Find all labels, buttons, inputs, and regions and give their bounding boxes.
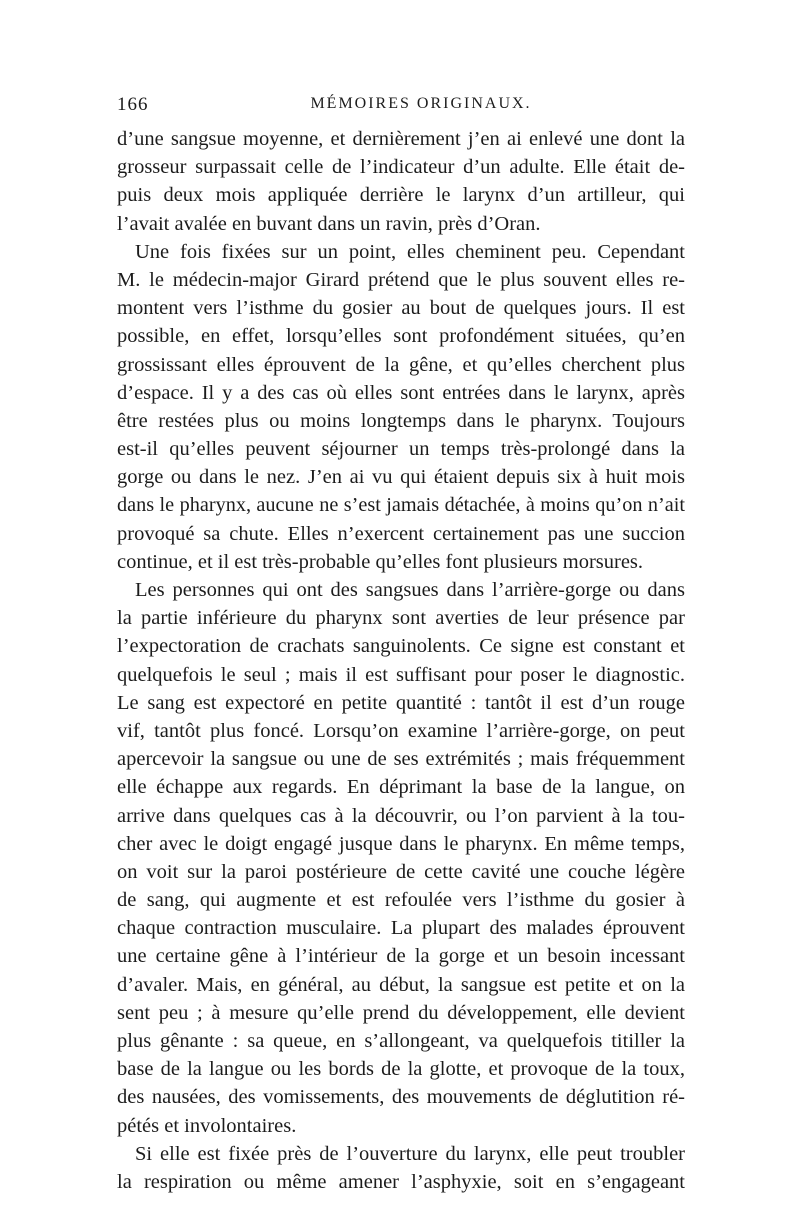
text-line: continue, et il est très-probable qu’elles font plusieurs morsures. — [117, 550, 644, 573]
text-line: Si elle est fixée près de l’ouverture du larynx, elle peut troubler — [135, 1142, 685, 1165]
text-line: est-il qu’elles peuvent séjourner un temps très-prolongé dans la — [117, 438, 685, 461]
text-line: Le sang est expectoré en petite quantité : tantôt il est d’un rouge — [117, 691, 685, 714]
text-line: montent vers l’isthme du gosier au bout de quelques jours. Il est — [117, 297, 685, 320]
text-line: quelquefois le seul ; mais il est suffisant pour poser le diagnostic. — [117, 663, 685, 686]
text-line: grossissant elles éprouvent de la gêne, et qu’elles cherchent plus — [117, 353, 685, 376]
text-line: on voit sur la paroi postérieure de cette cavité une couche légère — [117, 860, 685, 883]
text-line: des nausées, des vomissements, des mouvements de déglutition ré- — [117, 1086, 685, 1109]
text-line: chaque contraction musculaire. La plupart des malades éprouvent — [117, 917, 685, 940]
running-head: MÉMOIRES ORIGINAUX. — [310, 95, 532, 112]
text-line: Les personnes qui ont des sangsues dans l’arrière-gorge ou dans — [135, 579, 685, 601]
text-line: cher avec le doigt engagé jusque dans le pharynx. En même temps, — [117, 832, 685, 855]
text-line: apercevoir la sangsue ou une de ses extrémités ; mais fréquemment — [117, 748, 685, 771]
text-line: puis deux mois appliquée derrière le larynx d’un artilleur, qui — [117, 184, 685, 207]
text-line: Une fois fixées sur un point, elles cheminent peu. Cependant — [135, 240, 685, 263]
text-line: d’une sangsue moyenne, et dernièrement j’en ai enlevé une dont la — [117, 128, 685, 150]
text-line: de sang, qui augmente et est refoulée vers l’isthme du gosier à — [117, 889, 685, 912]
text-line: grosseur surpassait celle de l’indicateur d’un adulte. Elle était de- — [117, 156, 685, 179]
text-line: être restées plus ou moins longtemps dans le pharynx. Toujours — [117, 409, 685, 432]
page-header — [117, 94, 685, 120]
text-line: dans le pharynx, aucune ne s’est jamais détachée, à moins qu’on n’ait — [117, 494, 685, 517]
text-line: l’avait avalée en buvant dans un ravin, près d’Oran. — [117, 212, 541, 235]
text-line: la partie inférieure du pharynx sont averties de leur présence par — [117, 607, 685, 630]
text-line: la respiration ou même amener l’asphyxie, soit en s’engageant — [117, 1170, 685, 1193]
text-line: base de la langue ou les bords de la glotte, et provoque de la toux, — [117, 1058, 685, 1081]
text-line: pétés et involontaires. — [117, 1114, 297, 1137]
text-line: vif, tantôt plus foncé. Lorsqu’on examine l’arrière-gorge, on peut — [117, 719, 685, 742]
text-line: d’espace. Il y a des cas où elles sont entrées dans le larynx, après — [117, 381, 685, 404]
text-line: provoqué sa chute. Elles n’exercent certainement pas une succion — [117, 522, 685, 545]
text-line: elle échappe aux regards. En déprimant la base de la langue, on — [117, 776, 685, 799]
text-line: possible, en effet, lorsqu’elles sont profondément situées, qu’en — [117, 325, 685, 348]
text-line: l’expectoration de crachats sanguinolents. Ce signe est constant et — [117, 635, 685, 658]
text-line: plus gênante : sa queue, en s’allongeant, va quelquefois titiller la — [117, 1030, 685, 1052]
page-number: 166 — [117, 94, 149, 115]
text-line: d’avaler. Mais, en général, au début, la sangsue est petite et on la — [117, 973, 685, 996]
text-line: gorge ou dans le nez. J’en ai vu qui étaient depuis six à huit mois — [117, 466, 685, 489]
text-line: arrive dans quelques cas à la découvrir, ou l’on parvient à la tou- — [117, 804, 685, 827]
body-text — [117, 125, 685, 1196]
text-line: sent peu ; à mesure qu’elle prend du développement, elle devient — [117, 1001, 685, 1024]
text-line: une certaine gêne à l’intérieur de la gorge et un besoin incessant — [117, 945, 685, 968]
text-line: M. le médecin-major Girard prétend que le plus souvent elles re- — [117, 268, 685, 291]
